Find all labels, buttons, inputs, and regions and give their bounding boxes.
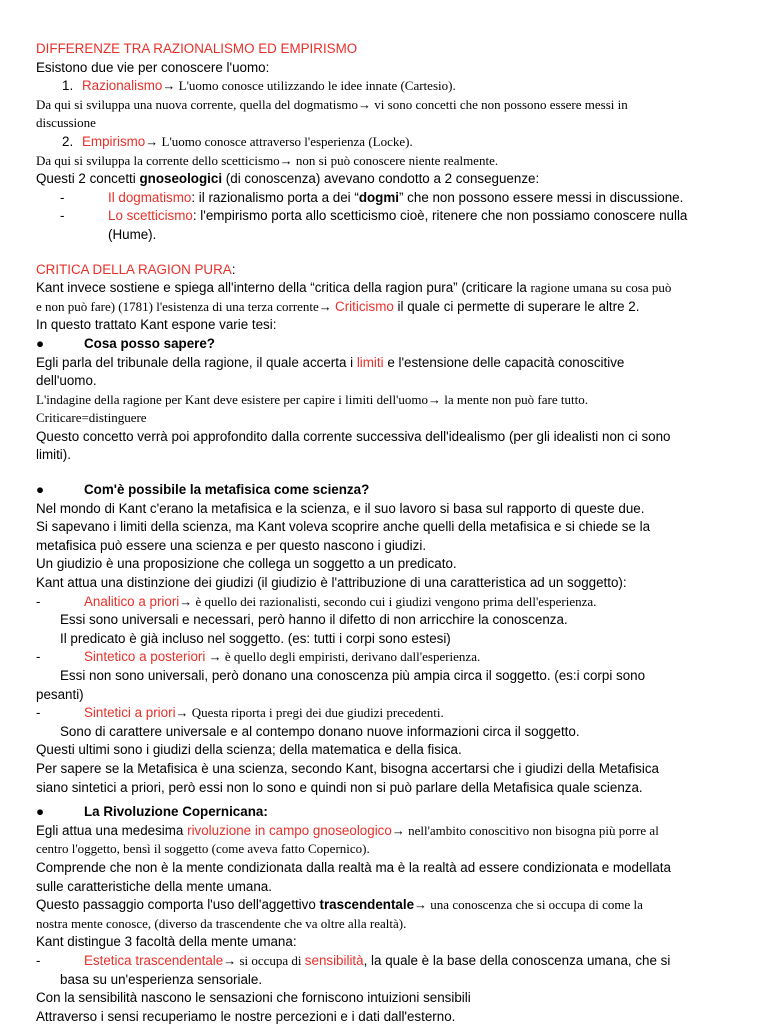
paragraph-criticismo: e non può fare) (1781) l'esistenza di una terza corrente→ Criticismo il quale ci permette di superare le altre 2. xyxy=(36,298,640,314)
paragraph-limiti-scienza-cont: metafisica può essere una scienza e per questo nascono i giudizi. xyxy=(36,537,427,553)
dash-item-sintetico-posteriori: - Sintetico a posteriori → è quello degli empiristi, derivano dall'esperienza. xyxy=(36,649,481,665)
paragraph-sensibilita: Con la sensibilità nascono le sensazioni che forniscono intuizioni sensibili xyxy=(36,990,471,1006)
section-title-critica: CRITICA DELLA RAGION PURA: xyxy=(36,261,236,277)
paragraph-idealismo: Questo concetto verrà poi approfondito dalla corrente successiva dell'idealismo (per gli idealisti non ci sono xyxy=(36,428,671,444)
paragraph-rivoluzione: Egli attua una medesima rivoluzione in campo gnoseologico→ nell'ambito conoscitivo non bisogna più porre al xyxy=(36,822,659,838)
dash-item-sintetici-priori: - Sintetici a priori→ Questa riporta i pregi dei due giudizi precedenti. xyxy=(36,705,444,721)
list-item-empirismo: 2. Empirismo→ L'uomo conosce attraverso l'esperienza (Locke). xyxy=(62,133,413,149)
paragraph-dogmatismo-cont: discussione xyxy=(36,115,96,131)
sintetico-posteriori-desc-1: Essi non sono universali, però donano una conoscenza più ampia circa il soggetto. (es:i corpi sono xyxy=(60,668,646,683)
paragraph-trascendentale-cont: nostra mente conosce, (diverso da trascendente che va oltre alla realtà). xyxy=(36,915,407,931)
paragraph-rivoluzione-cont: centro l'oggetto, bensì il soggetto (come aveva fatto Copernico). xyxy=(36,841,370,857)
intro-text: Esistono due vie per conoscere l'uomo: xyxy=(36,59,270,75)
analitico-desc-1: Essi sono universali e necessari, però hanno il difetto di non arricchire la conoscenza. xyxy=(60,612,568,628)
paragraph-dogmatismo: Da qui si sviluppa una nuova corrente, quella del dogmatismo→ vi sono concetti che non possono essere messi in xyxy=(36,96,628,112)
paragraph-mondo-kant: Nel mondo di Kant c'erano la metafisica e la scienza, e il suo lavoro si basa sul rapporto di queste due. xyxy=(36,500,645,516)
paragraph-scetticismo: Da qui si sviluppa la corrente dello scetticismo→ non si può conoscere niente realmente. xyxy=(36,152,499,168)
document-page xyxy=(36,40,736,1026)
paragraph-limiti-scienza: Si sapevano i limiti della scienza, ma Kant voleva scoprire anche quelli della metafisica e si chiede se la xyxy=(36,519,651,535)
paragraph-metafisica-scienza: Per sapere se la Metafisica è una scienza, secondo Kant, bisogna accertarsi che i giudizi della Metafisica xyxy=(36,760,659,776)
analitico-desc-2: Il predicato è già incluso nel soggetto. (es: tutti i corpi sono estesi) xyxy=(60,630,451,646)
paragraph-tesi: In questo trattato Kant espone varie tesi: xyxy=(36,317,277,333)
paragraph-mente-realta-cont: sulle caratteristiche della mente umana. xyxy=(36,878,272,894)
paragraph-distinzione: Kant attua una distinzione dei giudizi (il giudizio è l'attribuzione di una caratteristica ad un soggetto): xyxy=(36,575,627,591)
dash-item-dogmatismo: - Il dogmatismo: il razionalismo porta a dei “dogmi” che non possono essere messi in discussione. xyxy=(60,189,684,205)
paragraph-trascendentale: Questo passaggio comporta l'uso dell'aggettivo trascendentale→ una conoscenza che si occupa di come la xyxy=(36,897,643,913)
heading-cosa-posso-sapere: ● Cosa posso sapere? xyxy=(36,335,736,354)
paragraph-giudizi-scienza: Questi ultimi sono i giudizi della scienza; della matematica e della fisica. xyxy=(36,742,462,758)
paragraph-idealismo-cont: limiti). xyxy=(36,447,71,463)
dash-item-scetticismo-cont: (Hume). xyxy=(108,226,157,242)
section-title-differenze: DIFFERENZE TRA RAZIONALISMO ED EMPIRISMO xyxy=(36,41,358,56)
paragraph-tribunale: Egli parla del tribunale della ragione, il quale accerta i limiti e l'estensione delle capacità conoscitive xyxy=(36,354,625,370)
term-empirismo: Empirismo xyxy=(82,133,146,149)
bullet-icon: ● xyxy=(36,804,45,820)
paragraph-mente-realta: Comprende che non è la mente condizionata dalla realtà ma è la realtà ad essere condizionata e modellata xyxy=(36,859,671,875)
heading-metafisica: ● Com'è possibile la metafisica come scienza? xyxy=(36,481,736,500)
paragraph-giudizio: Un giudizio è una proposizione che collega un soggetto a un predicato. xyxy=(36,556,457,572)
paragraph-sensi: Attraverso i sensi recuperiamo le nostre percezioni e i dati dall'esterno. xyxy=(36,1008,456,1024)
paragraph-metafisica-scienza-cont: siano sintetici a priori, però essi non lo sono e quindi non si può parlare della Metafisica quale scienza. xyxy=(36,779,643,795)
paragraph-kant-critica: Kant invece sostiene e spiega all'interno della “critica della ragion pura” (criticare la ragione umana su cosa può xyxy=(36,280,672,296)
sintetico-posteriori-desc-2: pesanti) xyxy=(36,686,84,702)
heading-rivoluzione-copernicana: ● La Rivoluzione Copernicana: xyxy=(36,803,736,822)
bullet-icon: ● xyxy=(36,335,45,351)
paragraph-indagine: L'indagine della ragione per Kant deve esistere per capire i limiti dell'uomo→ la mente non può fare tutto. xyxy=(36,391,588,407)
dash-item-estetica: - Estetica trascendentale→ si occupa di sensibilità, la quale è la base della conoscenza umana, che si xyxy=(36,952,671,968)
sintetici-priori-desc: Sono di carattere universale e al contempo donano nuove informazioni circa il soggetto. xyxy=(60,723,580,739)
term-razionalismo: Razionalismo xyxy=(82,78,163,94)
paragraph-tribunale-cont: dell'uomo. xyxy=(36,373,97,389)
dash-item-analitico: - Analitico a priori→ è quello dei razionalisti, secondo cui i giudizi vengono prima dell'esperienza. xyxy=(36,593,597,609)
dash-item-scetticismo: - Lo scetticismo: l'empirismo porta allo scetticismo cioè, ritenere che non possiamo conoscere nulla xyxy=(60,208,688,224)
estetica-desc: basa su un'esperienza sensoriale. xyxy=(60,971,263,987)
paragraph-gnoseologici: Questi 2 concetti gnoseologici (di conoscenza) avevano condotto a 2 conseguenze: xyxy=(36,171,540,187)
bullet-icon: ● xyxy=(36,482,45,498)
list-item-razionalismo: 1. Razionalismo→ L'uomo conosce utilizzando le idee innate (Cartesio). xyxy=(62,78,456,94)
paragraph-facolta: Kant distingue 3 facoltà della mente umana: xyxy=(36,934,297,950)
paragraph-criticare: Criticare=distinguere xyxy=(36,410,147,426)
